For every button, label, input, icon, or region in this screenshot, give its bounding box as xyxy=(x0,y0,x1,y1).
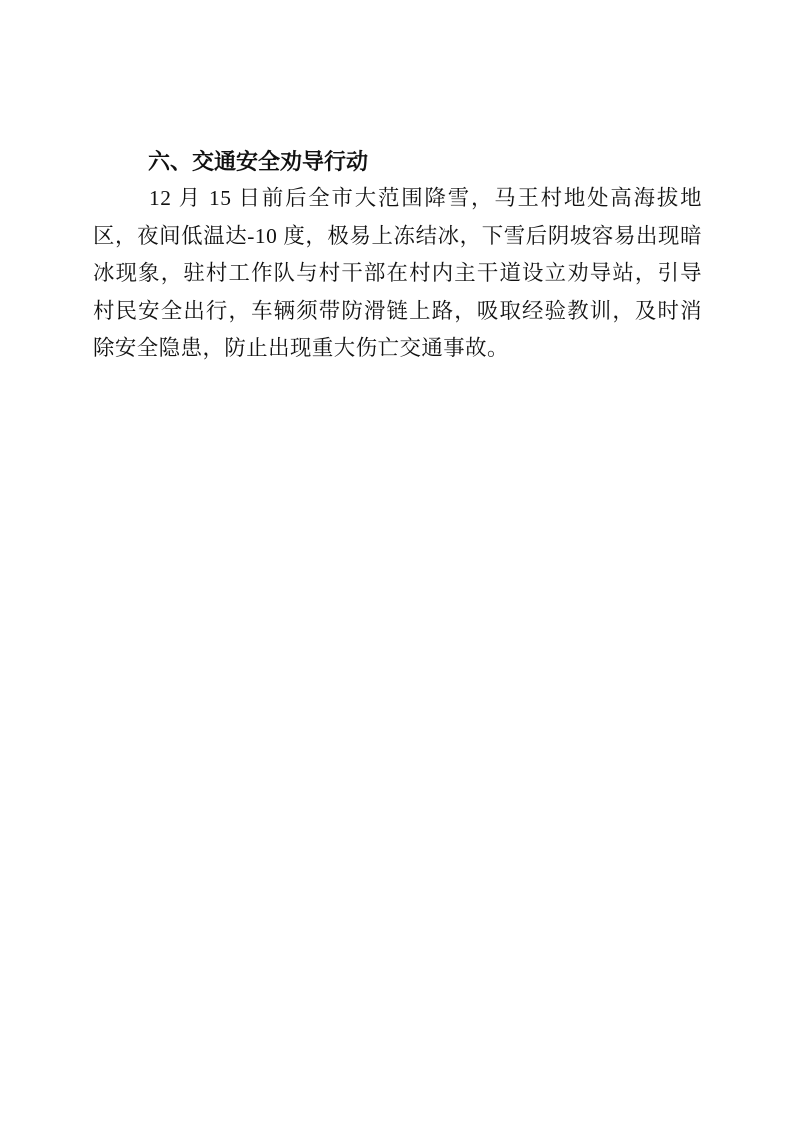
document-content xyxy=(93,143,702,367)
body-paragraph: 12 月 15 日前后全市大范围降雪，马王村地处高海拔地区，夜间低温达-10 度，极易上冻结冰，下雪后阴坡容易出现暗冰现象，驻村工作队与村干部在村内主干道设立劝导站，引导村民安全出行，车辆须带防滑链上路，吸取经验教训，及时消除安全隐患，防止出现重大伤亡交通事故。 xyxy=(93,186,702,361)
section-heading: 六、交通安全劝导行动 xyxy=(148,149,369,174)
